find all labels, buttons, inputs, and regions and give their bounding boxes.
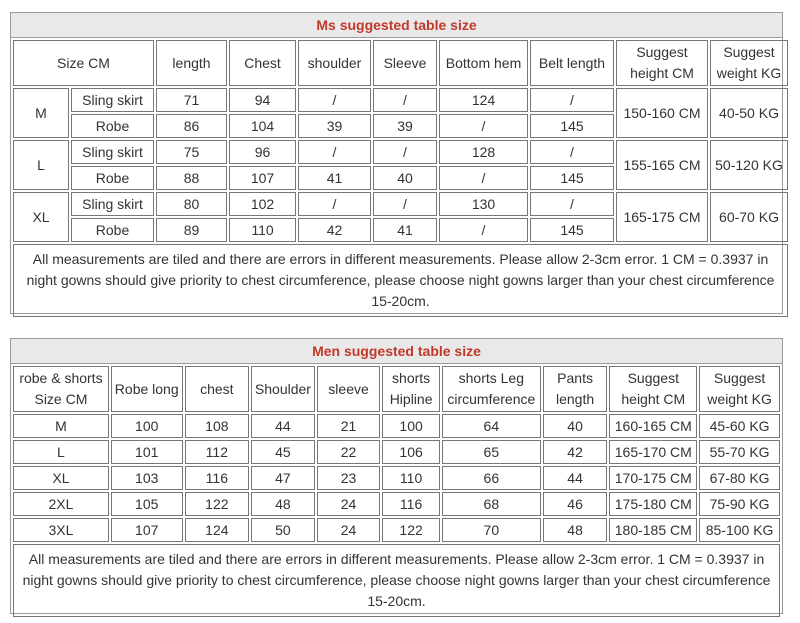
header-chest: chest — [185, 366, 250, 412]
leg-cell: 70 — [442, 518, 541, 542]
shoulder-cell: 47 — [251, 466, 315, 490]
header-height-line1: Suggest — [627, 370, 679, 386]
chest-cell: 110 — [229, 218, 296, 242]
shoulder-cell: / — [298, 192, 371, 216]
weight-cell: 45-60 KG — [699, 414, 780, 438]
shoulder-cell: 50 — [251, 518, 315, 542]
men-table-title: Men suggested table size — [11, 339, 782, 364]
belt-cell: / — [530, 192, 614, 216]
table-row — [13, 140, 788, 164]
header-leg-line2: circumference — [447, 391, 536, 407]
table-row — [13, 440, 780, 464]
size-cell: M — [13, 414, 109, 438]
table-row — [13, 466, 780, 490]
bottom-hem-cell: 128 — [439, 140, 528, 164]
belt-cell: 145 — [530, 166, 614, 190]
length-cell: 75 — [156, 140, 227, 164]
pants-cell: 48 — [543, 518, 608, 542]
shoulder-cell: 48 — [251, 492, 315, 516]
bottom-hem-cell: 124 — [439, 88, 528, 112]
header-suggest-weight — [710, 40, 788, 86]
leg-cell: 68 — [442, 492, 541, 516]
header-weight-line1: Suggest — [713, 370, 766, 386]
size-cell: XL — [13, 192, 69, 242]
header-shorts-hipline — [382, 366, 440, 412]
sleeve-cell: / — [373, 192, 437, 216]
header-size: Size CM — [13, 40, 154, 86]
ms-header-row — [13, 40, 788, 86]
table-row — [13, 88, 788, 112]
shoulder-cell: 44 — [251, 414, 315, 438]
header-height-line2: height CM — [621, 391, 686, 407]
robe-long-cell: 101 — [111, 440, 183, 464]
table-row — [13, 518, 780, 542]
header-size-line2: Size CM — [34, 391, 88, 407]
size-cell: M — [13, 88, 69, 138]
belt-cell: 145 — [530, 114, 614, 138]
sleeve-cell: 24 — [317, 492, 381, 516]
header-hipline-line1: shorts — [392, 370, 431, 386]
header-size-line1: robe & shorts — [19, 370, 103, 386]
size-cell: L — [13, 140, 69, 190]
ms-note-row — [13, 244, 788, 317]
hipline-cell: 122 — [382, 518, 440, 542]
header-suggest-weight-line1: Suggest — [723, 44, 775, 60]
header-shorts-leg — [442, 366, 541, 412]
ms-table-title: Ms suggested table size — [11, 13, 782, 38]
header-bottom-hem: Bottom hem — [439, 40, 528, 86]
chest-cell: 112 — [185, 440, 250, 464]
length-cell: 71 — [156, 88, 227, 112]
bottom-hem-cell: 130 — [439, 192, 528, 216]
pants-cell: 44 — [543, 466, 608, 490]
table-row — [13, 192, 788, 216]
height-cell: 150-160 CM — [616, 88, 708, 138]
sleeve-cell: 41 — [373, 218, 437, 242]
type-cell: Sling skirt — [71, 88, 154, 112]
chest-cell: 94 — [229, 88, 296, 112]
type-cell: Robe — [71, 166, 154, 190]
height-cell: 160-165 CM — [609, 414, 697, 438]
size-cell: L — [13, 440, 109, 464]
bottom-hem-cell: / — [439, 114, 528, 138]
header-pants-line1: Pants — [557, 370, 593, 386]
table-row — [13, 414, 780, 438]
hipline-cell: 116 — [382, 492, 440, 516]
shoulder-cell: 41 — [298, 166, 371, 190]
weight-cell: 50-120 KG — [710, 140, 788, 190]
ms-measurement-note: All measurements are tiled and there are errors in different measurements. Please allow 2-3cm error. 1 CM = 0.3937 in night gowns should give priority to chest circumference, please choose night gowns larger than your chest circumference 15-20cm. — [13, 244, 788, 317]
men-header-row — [13, 366, 780, 412]
bottom-hem-cell: / — [439, 218, 528, 242]
robe-long-cell: 107 — [111, 518, 183, 542]
robe-long-cell: 100 — [111, 414, 183, 438]
weight-cell: 85-100 KG — [699, 518, 780, 542]
size-cell: 3XL — [13, 518, 109, 542]
robe-long-cell: 105 — [111, 492, 183, 516]
height-cell: 165-170 CM — [609, 440, 697, 464]
sleeve-cell: 23 — [317, 466, 381, 490]
chest-cell: 102 — [229, 192, 296, 216]
length-cell: 88 — [156, 166, 227, 190]
header-suggest-weight-line2: weight KG — [716, 65, 782, 81]
robe-long-cell: 103 — [111, 466, 183, 490]
header-shoulder: Shoulder — [251, 366, 315, 412]
chest-cell: 96 — [229, 140, 296, 164]
shoulder-cell: 39 — [298, 114, 371, 138]
header-shoulder: shoulder — [298, 40, 371, 86]
height-cell: 175-180 CM — [609, 492, 697, 516]
chest-cell: 116 — [185, 466, 250, 490]
header-weight-line2: weight KG — [707, 391, 772, 407]
leg-cell: 66 — [442, 466, 541, 490]
hipline-cell: 100 — [382, 414, 440, 438]
header-size — [13, 366, 109, 412]
shoulder-cell: 42 — [298, 218, 371, 242]
pants-cell: 42 — [543, 440, 608, 464]
height-cell: 155-165 CM — [616, 140, 708, 190]
height-cell: 180-185 CM — [609, 518, 697, 542]
belt-cell: 145 — [530, 218, 614, 242]
type-cell: Robe — [71, 114, 154, 138]
weight-cell: 67-80 KG — [699, 466, 780, 490]
header-leg-line1: shorts Leg — [458, 370, 524, 386]
type-cell: Sling skirt — [71, 140, 154, 164]
men-note-row — [13, 544, 780, 617]
header-pants-line2: length — [556, 391, 595, 407]
weight-cell: 75-90 KG — [699, 492, 780, 516]
men-size-chart — [10, 338, 783, 614]
header-chest: Chest — [229, 40, 296, 86]
sleeve-cell: 39 — [373, 114, 437, 138]
hipline-cell: 106 — [382, 440, 440, 464]
sleeve-cell: 24 — [317, 518, 381, 542]
header-belt-length: Belt length — [530, 40, 614, 86]
size-cell: 2XL — [13, 492, 109, 516]
weight-cell: 60-70 KG — [710, 192, 788, 242]
chest-cell: 122 — [185, 492, 250, 516]
header-length: length — [156, 40, 227, 86]
type-cell: Sling skirt — [71, 192, 154, 216]
table-row — [13, 492, 780, 516]
chest-cell: 107 — [229, 166, 296, 190]
men-size-table — [11, 364, 782, 619]
ms-size-table — [11, 38, 790, 319]
length-cell: 89 — [156, 218, 227, 242]
chest-cell: 104 — [229, 114, 296, 138]
header-sleeve: Sleeve — [373, 40, 437, 86]
header-hipline-line2: Hipline — [389, 391, 433, 407]
ms-size-chart — [10, 12, 783, 314]
height-cell: 165-175 CM — [616, 192, 708, 242]
weight-cell: 40-50 KG — [710, 88, 788, 138]
header-sleeve: sleeve — [317, 366, 381, 412]
header-robe-long: Robe long — [111, 366, 183, 412]
belt-cell: / — [530, 140, 614, 164]
length-cell: 80 — [156, 192, 227, 216]
shoulder-cell: / — [298, 88, 371, 112]
leg-cell: 65 — [442, 440, 541, 464]
hipline-cell: 110 — [382, 466, 440, 490]
chest-cell: 108 — [185, 414, 250, 438]
pants-cell: 46 — [543, 492, 608, 516]
sleeve-cell: / — [373, 88, 437, 112]
header-suggest-height — [609, 366, 697, 412]
header-pants-length — [543, 366, 608, 412]
weight-cell: 55-70 KG — [699, 440, 780, 464]
sleeve-cell: 22 — [317, 440, 381, 464]
men-measurement-note: All measurements are tiled and there are errors in different measurements. Please allow 2-3cm error. 1 CM = 0.3937 in night gowns should give priority to chest circumference, please choose night gowns larger than your chest circumference 15-20cm. — [13, 544, 780, 617]
pants-cell: 40 — [543, 414, 608, 438]
header-suggest-weight — [699, 366, 780, 412]
belt-cell: / — [530, 88, 614, 112]
shoulder-cell: 45 — [251, 440, 315, 464]
header-suggest-height — [616, 40, 708, 86]
header-suggest-height-line1: Suggest — [636, 44, 688, 60]
bottom-hem-cell: / — [439, 166, 528, 190]
chest-cell: 124 — [185, 518, 250, 542]
shoulder-cell: / — [298, 140, 371, 164]
sleeve-cell: / — [373, 140, 437, 164]
leg-cell: 64 — [442, 414, 541, 438]
length-cell: 86 — [156, 114, 227, 138]
height-cell: 170-175 CM — [609, 466, 697, 490]
type-cell: Robe — [71, 218, 154, 242]
size-cell: XL — [13, 466, 109, 490]
header-suggest-height-line2: height CM — [630, 65, 694, 81]
sleeve-cell: 21 — [317, 414, 381, 438]
sleeve-cell: 40 — [373, 166, 437, 190]
